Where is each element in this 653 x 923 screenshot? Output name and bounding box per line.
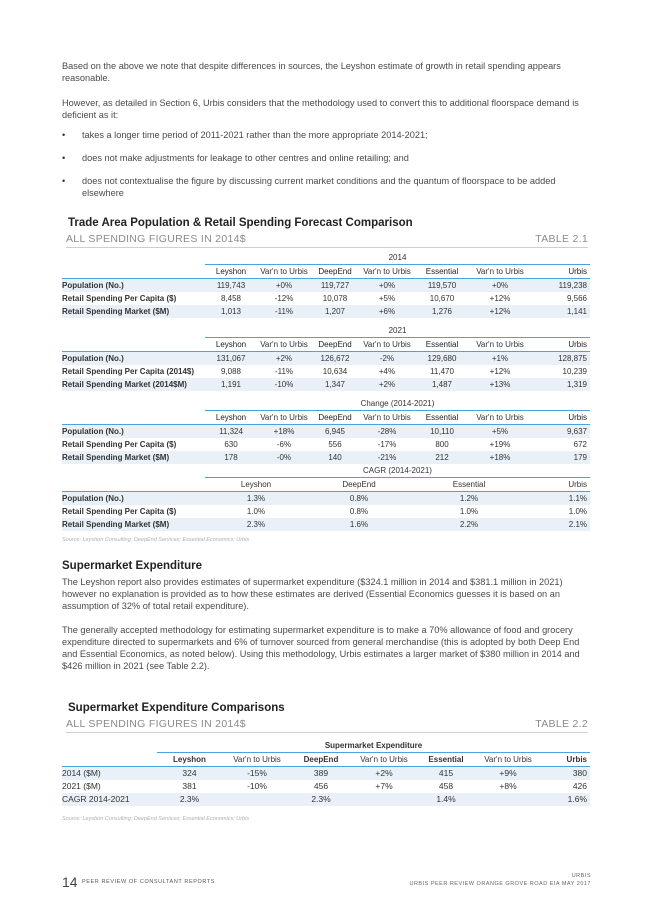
- table-cell: 672: [573, 440, 587, 449]
- row-label: Retail Spending Market ($M): [62, 305, 205, 318]
- table-cell: -11%: [257, 305, 311, 318]
- page-number: 14: [62, 874, 78, 890]
- table-cell: 128,875: [531, 352, 590, 366]
- table-header-row: [62, 411, 590, 425]
- table-subheader: [66, 718, 588, 733]
- table-row: [62, 767, 590, 781]
- table-row: [62, 425, 590, 439]
- table-cell: 1,207: [311, 305, 359, 318]
- table-cell: +18%: [469, 451, 531, 464]
- table-cell: +7%: [375, 781, 393, 791]
- table-cell: 119,743: [205, 279, 257, 293]
- column-header: DeepEnd: [292, 753, 350, 767]
- table-row: [62, 305, 590, 318]
- table-cell: -10%: [247, 781, 267, 791]
- table-row: [62, 292, 590, 305]
- table-cell: 1.6%: [307, 518, 411, 531]
- table-cell: [222, 793, 292, 806]
- table-cell: 131,067: [205, 352, 257, 366]
- table-cell: -17%: [377, 440, 397, 449]
- table-cell: +2%: [359, 378, 415, 391]
- table-cell: 1,319: [531, 378, 590, 391]
- row-label: Retail Spending Market (2014$M): [62, 378, 205, 391]
- table-cell: 2.2%: [411, 518, 527, 531]
- table-row: [62, 780, 590, 793]
- group-header: 2021: [205, 324, 590, 338]
- table-cell: 126,672: [311, 352, 359, 366]
- table-row: [62, 505, 590, 518]
- footer-report-title: URBIS PEER REVIEW ORANGE GROVE ROAD EIA MAY 2017: [409, 880, 591, 887]
- footer-right: [409, 873, 591, 888]
- table-cell: 1.0%: [568, 507, 587, 516]
- table-cell: +13%: [469, 378, 531, 391]
- column-header: Var'n to Urbis: [257, 338, 311, 352]
- column-header: Essential: [411, 478, 527, 492]
- list-item: • does not contextualise the figure by discussing current market conditions and the quantum of floorspace to be added elsewhere: [62, 175, 587, 199]
- table-cell: 11,324: [205, 425, 257, 439]
- table-source: Source: Leyshon Consulting; DeepEnd Services; Essential Economics; Urbis: [62, 537, 250, 543]
- table-cell: 630: [224, 440, 238, 449]
- table-group-row: [62, 324, 590, 338]
- table-header-row: [62, 338, 590, 352]
- column-header: Var'n to Urbis: [257, 411, 311, 425]
- table-cell: 1,191: [205, 378, 257, 391]
- table-cell: 8,458: [220, 294, 242, 303]
- row-label: Retail Spending Per Capita (2014$): [62, 367, 195, 376]
- table-cell: +12%: [489, 294, 511, 303]
- table-cell: 119,238: [531, 279, 590, 293]
- table-cell: +5%: [378, 294, 396, 303]
- group-header: Supermarket Expenditure: [157, 739, 590, 753]
- table-cell: +5%: [469, 425, 531, 439]
- column-header: Urbis: [531, 265, 590, 279]
- column-header: Leyshon: [205, 411, 257, 425]
- table-cell: -6%: [276, 440, 292, 449]
- table-row: [62, 492, 590, 506]
- column-header: Var'n to Urbis: [359, 411, 415, 425]
- table-group-row: [62, 251, 590, 265]
- table-cell: 1.3%: [205, 492, 307, 506]
- table-cell: +19%: [489, 440, 511, 449]
- table-cell: -11%: [274, 367, 294, 376]
- table-cell: 9,637: [531, 425, 590, 439]
- table-row: [62, 438, 590, 451]
- column-header: Leyshon: [205, 338, 257, 352]
- column-header: Var'n to Urbis: [474, 753, 542, 767]
- table-cell: 1,276: [415, 305, 469, 318]
- table-cell: 1.0%: [246, 507, 266, 516]
- table-cell: 129,680: [415, 352, 469, 366]
- column-header: DeepEnd: [311, 338, 359, 352]
- column-header: Leyshon: [157, 753, 222, 767]
- table-cell: 456: [313, 781, 329, 791]
- table-cell: [474, 793, 542, 806]
- row-label: Population (No.): [62, 425, 205, 439]
- row-label: Retail Spending Market ($M): [62, 518, 205, 531]
- table-cell: [350, 793, 418, 806]
- row-label: 2014 ($M): [62, 767, 157, 781]
- blank-cell: [62, 324, 205, 338]
- row-label: Retail Spending Per Capita ($): [62, 440, 177, 449]
- table-group-row: [62, 464, 590, 478]
- table-cell: +0%: [257, 279, 311, 293]
- column-header: DeepEnd: [307, 478, 411, 492]
- table-cell: 2.3%: [157, 793, 222, 806]
- table-label: TABLE 2.2: [535, 718, 588, 730]
- table-cell: +0%: [359, 279, 415, 293]
- table-cell: 2.3%: [292, 793, 350, 806]
- table-cell: 426: [572, 781, 587, 791]
- blank-cell: [62, 338, 205, 352]
- table-cell: -0%: [257, 451, 311, 464]
- table-subtitle: ALL SPENDING FIGURES IN 2014$: [66, 718, 246, 730]
- blank-cell: [62, 753, 157, 767]
- table-cell: 119,570: [415, 279, 469, 293]
- column-header: DeepEnd: [311, 265, 359, 279]
- table-cell: 1.1%: [527, 492, 590, 506]
- column-header: Essential: [418, 753, 474, 767]
- deficiency-list: [62, 129, 587, 210]
- column-header: DeepEnd: [311, 411, 359, 425]
- group-header: 2014: [205, 251, 590, 265]
- group-header: CAGR (2014-2021): [205, 464, 590, 478]
- table-cell: 9,566: [566, 294, 587, 303]
- table-title: Supermarket Expenditure Comparisons: [68, 702, 285, 714]
- column-header: Urbis: [527, 478, 590, 492]
- blank-cell: [62, 265, 205, 279]
- cagr-table: [62, 464, 590, 531]
- column-header: Essential: [415, 338, 469, 352]
- row-label: Retail Spending Per Capita ($): [62, 507, 177, 516]
- table-cell: 212: [415, 451, 469, 464]
- table-cell: -21%: [359, 451, 415, 464]
- table-row: [62, 352, 590, 366]
- table-row: [62, 378, 590, 391]
- blank-cell: [62, 251, 205, 265]
- table-cell: 1.2%: [411, 492, 527, 506]
- column-header: Urbis: [542, 753, 590, 767]
- table-cell: 389: [292, 767, 350, 781]
- table-cell: +12%: [489, 367, 511, 376]
- table-cell: 1,141: [531, 305, 590, 318]
- population-spending-table: [62, 251, 590, 464]
- blank-cell: [62, 478, 205, 492]
- table-cell: +2%: [350, 767, 418, 781]
- row-label: Population (No.): [62, 352, 205, 366]
- table-cell: 1.6%: [542, 793, 590, 806]
- column-header: Leyshon: [205, 265, 257, 279]
- table-cell: 179: [531, 451, 590, 464]
- blank-cell: [62, 411, 205, 425]
- table-title: Trade Area Population & Retail Spending Forecast Comparison: [68, 217, 413, 229]
- table-cell: 380: [542, 767, 590, 781]
- table-header-row: [62, 753, 590, 767]
- table-cell: 2.3%: [205, 518, 307, 531]
- supermarket-table: [62, 739, 590, 806]
- table-cell: +9%: [474, 767, 542, 781]
- table-cell: 800: [435, 440, 449, 449]
- table-cell: 140: [311, 451, 359, 464]
- column-header: Var'n to Urbis: [469, 265, 531, 279]
- row-label: Population (No.): [62, 279, 205, 293]
- table-cell: 0.8%: [307, 492, 411, 506]
- list-item: • does not make adjustments for leakage to other centres and online retailing; and: [62, 152, 587, 164]
- table-label: TABLE 2.1: [535, 233, 588, 245]
- table-cell: -28%: [359, 425, 415, 439]
- table-group-row: [62, 739, 590, 753]
- table-subheader: [66, 233, 588, 248]
- column-header: Var'n to Urbis: [359, 338, 415, 352]
- table-cell: +1%: [469, 352, 531, 366]
- table-header-row: [62, 478, 590, 492]
- table-cell: 381: [182, 781, 197, 791]
- table-cell: +0%: [469, 279, 531, 293]
- column-header: Var'n to Urbis: [350, 753, 418, 767]
- table-cell: 1.0%: [459, 507, 479, 516]
- intro-paragraph-1: Based on the above we note that despite differences in sources, the Leyshon estimate of growth in retail spending appears reasonable.: [62, 61, 561, 83]
- table-cell: +18%: [257, 425, 311, 439]
- table-cell: 1,487: [415, 378, 469, 391]
- column-header: Essential: [415, 265, 469, 279]
- list-item: • takes a longer time period of 2011-2021 rather than the more appropriate 2014-2021;: [62, 129, 587, 141]
- table-cell: 178: [205, 451, 257, 464]
- table-cell: +4%: [378, 367, 396, 376]
- table-cell: -2%: [359, 352, 415, 366]
- table-cell: 10,634: [322, 367, 348, 376]
- table-cell: 1,013: [205, 305, 257, 318]
- table-cell: 556: [328, 440, 342, 449]
- column-header: Var'n to Urbis: [359, 265, 415, 279]
- column-header: Var'n to Urbis: [469, 338, 531, 352]
- table-cell: 10,239: [562, 367, 587, 376]
- table-cell: 1,347: [311, 378, 359, 391]
- table-row: [62, 365, 590, 378]
- table-cell: 11,470: [430, 367, 454, 376]
- table-cell: 10,670: [429, 294, 455, 303]
- table-cell: 10,078: [322, 294, 348, 303]
- table-group-row: [62, 397, 590, 411]
- column-header: Var'n to Urbis: [469, 411, 531, 425]
- table-cell: +6%: [359, 305, 415, 318]
- row-label: Retail Spending Per Capita ($): [62, 294, 177, 303]
- table-cell: 0.8%: [349, 507, 369, 516]
- row-label: Population (No.): [62, 492, 205, 506]
- table-cell: 10,110: [415, 425, 469, 439]
- column-header: Essential: [415, 411, 469, 425]
- intro-paragraph-2: However, as detailed in Section 6, Urbis considers that the methodology used to convert this to additional floorspace demand is deficient as it:: [62, 98, 579, 120]
- supermarket-paragraph-2: The generally accepted methodology for estimating supermarket expenditure is to make a 70% allowance of food and grocery expenditure directed to supermarkets and 6% of turnover sourced from general merchandise (this is adopted by both Deep End and Essential Economics, as noted below). Using this methodology, Urbis estimates a larger market of $380 million in 2014 and $426 million in 2021 (see Table 2.2).: [62, 625, 580, 671]
- column-header: Urbis: [531, 338, 590, 352]
- table-row: [62, 279, 590, 293]
- row-label: 2021 ($M): [62, 781, 101, 791]
- row-label: Retail Spending Market ($M): [62, 451, 205, 464]
- row-label: CAGR 2014-2021: [62, 793, 157, 806]
- table-subtitle: ALL SPENDING FIGURES IN 2014$: [66, 233, 246, 245]
- table-cell: 119,727: [311, 279, 359, 293]
- table-cell: 1.4%: [418, 793, 474, 806]
- table-cell: +12%: [469, 305, 531, 318]
- section-heading: Supermarket Expenditure: [62, 560, 202, 572]
- table-cell: +2%: [257, 352, 311, 366]
- table-cell: 324: [157, 767, 222, 781]
- blank-cell: [62, 464, 205, 478]
- column-header: Urbis: [531, 411, 590, 425]
- table-cell: 458: [438, 781, 454, 791]
- table-cell: 9,088: [220, 367, 242, 376]
- table-cell: -12%: [274, 294, 294, 303]
- table-row: [62, 793, 590, 806]
- footer-brand: URBIS: [571, 873, 591, 879]
- footer-title: PEER REVIEW OF CONSULTANT REPORTS: [82, 879, 216, 885]
- column-header: Leyshon: [205, 478, 307, 492]
- table-cell: 2.1%: [527, 518, 590, 531]
- blank-cell: [62, 397, 205, 411]
- table-row: [62, 518, 590, 531]
- table-cell: -15%: [222, 767, 292, 781]
- column-header: Var'n to Urbis: [257, 265, 311, 279]
- group-header: Change (2014-2021): [205, 397, 590, 411]
- table-source: Source: Leyshon Consulting; DeepEnd Services; Essential Economics; Urbis: [62, 816, 250, 822]
- table-cell: 415: [418, 767, 474, 781]
- table-row: [62, 451, 590, 464]
- table-cell: 6,945: [311, 425, 359, 439]
- supermarket-paragraph-1: The Leyshon report also provides estimates of supermarket expenditure ($324.1 million in 2014 and $381.1 million in 2021) however no explanation is provided as to how these estimates are derived (Essential Economics guesses it is based on an assumption of 32% of total retail expenditure).: [62, 577, 563, 611]
- table-header-row: [62, 265, 590, 279]
- table-cell: +8%: [499, 781, 517, 791]
- column-header: Var'n to Urbis: [222, 753, 292, 767]
- blank-cell: [62, 739, 157, 753]
- table-cell: -10%: [257, 378, 311, 391]
